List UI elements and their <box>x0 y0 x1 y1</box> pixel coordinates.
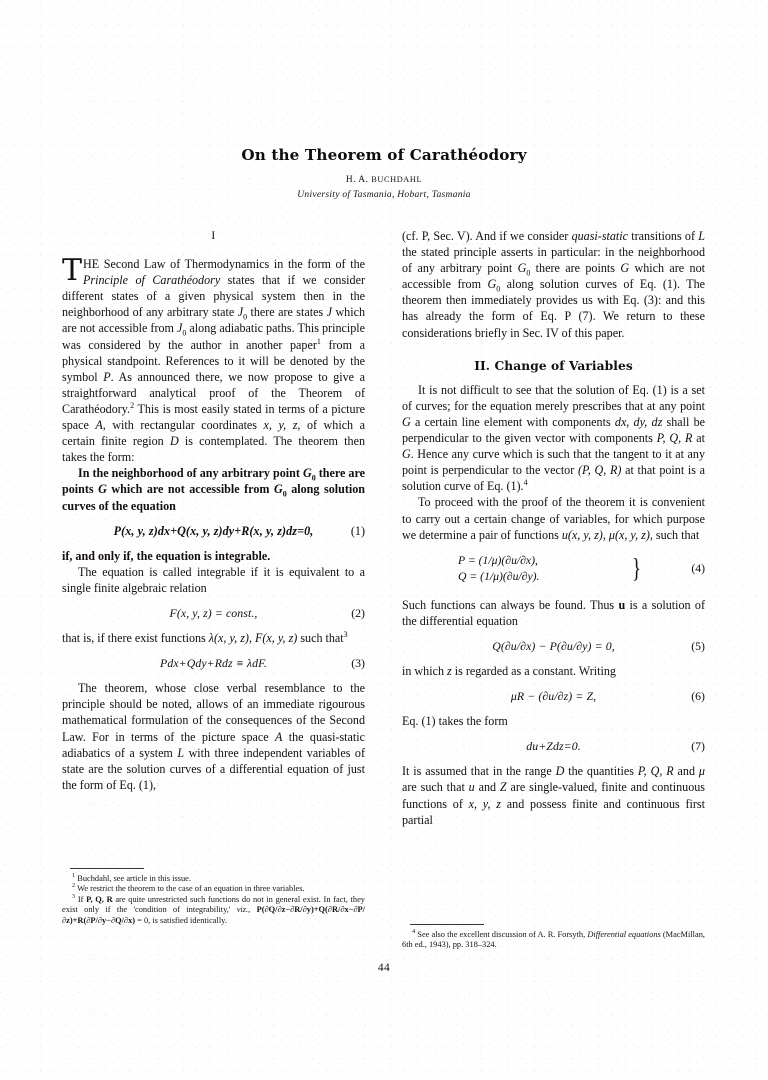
text-run: that is, if there exist functions <box>62 631 209 646</box>
equation-4-line-1: P = (1/μ)(∂u/∂x), <box>458 553 538 567</box>
equation-7-body: du+Zdz=0. <box>526 739 581 754</box>
text-run: , with rectangular coordinates <box>102 418 264 433</box>
page-title: On the Theorem of Carathéodory <box>241 146 527 164</box>
equation-7-number: (7) <box>691 739 705 754</box>
footnote-rule <box>410 924 484 925</box>
math-z: z <box>447 663 452 678</box>
theorem-tail: if, and only if, the equation is integrable. <box>62 548 271 563</box>
equation-5-number: (5) <box>691 638 705 653</box>
equation-3-body: Pdx+Qdy+Rdz ≡ λdF. <box>160 656 267 671</box>
footnote-3-formula-1: P(∂Q/∂z−∂R/∂y)+Q(∂R/∂x−∂P/∂z) <box>62 905 366 925</box>
equation-6-number: (6) <box>691 689 705 704</box>
paragraph-change-variables <box>402 494 705 542</box>
drop-cap: T <box>62 253 83 289</box>
footnote-ref-3[interactable]: 3 <box>343 630 348 640</box>
math-j0b: J <box>177 321 183 336</box>
paragraph-z-constant <box>402 663 705 679</box>
math-u-bold: u <box>618 597 626 612</box>
paragraph-theorem-remark <box>62 680 365 793</box>
footnote-ref-2[interactable]: 2 <box>130 400 135 410</box>
text-run: is a solution of the differential equation <box>402 597 705 628</box>
math-g4: G <box>402 447 411 462</box>
column-right <box>402 228 705 828</box>
text-run: . As announced there, we now propose to give a straightforward analytical proof of the Theorem of Carathéodory. <box>62 369 365 416</box>
text-run: the quantities <box>564 764 638 779</box>
text-run: (cf. P, Sec. V). And if we consider <box>402 229 572 243</box>
math-sub: 0 <box>526 268 531 278</box>
text-run: and possess finite and continuous first partial <box>402 796 705 827</box>
math-j0: J <box>237 305 244 320</box>
footnote-3-viz: viz. <box>236 905 249 915</box>
text-run: and <box>673 764 699 779</box>
text-run: . Hence any curve which is such that the tangent to it at any point is perpendicular to the vector <box>402 447 705 478</box>
theorem-statement <box>62 465 365 513</box>
text-run: See also the excellent discussion of A. R. Forsyth, <box>417 930 588 939</box>
right-brace-icon: } <box>631 552 642 583</box>
footnote-rule <box>70 868 144 869</box>
footnote-2 <box>62 884 365 894</box>
paragraph-solution-curves <box>402 382 705 495</box>
math-u-mu: u(x, y, z), μ(x, y, z) <box>561 527 650 542</box>
affiliation: University of Tasmania, Hobart, Tasmania <box>297 189 471 200</box>
equation-5-body: Q(∂u/∂x) − P(∂u/∂y) = 0, <box>492 638 615 653</box>
title-block <box>60 146 708 200</box>
math-g2: G <box>620 261 630 276</box>
footnote-marker-1: 1 <box>72 872 76 880</box>
footnote-3-bold-pqr: P, Q, R <box>86 894 113 904</box>
math-sub: 0 <box>182 328 187 338</box>
text-run: which are not accessible from <box>402 261 706 292</box>
text-run: with three independent variables of state are the solution curves of a differential equation of just the form of Eq. (1), <box>62 745 366 792</box>
text-run: which are not accessible from <box>106 482 274 497</box>
section-number-i: I <box>211 230 216 242</box>
text-run: such that <box>297 631 344 646</box>
text-italic-quasistatic: quasi-static <box>571 229 629 243</box>
author-name: H. A. <box>345 175 372 185</box>
text-run: are quite unrestricted such functions do not in general exist. In fact, they exist only if the 'condition of integrability,' <box>62 894 365 915</box>
text-run: there are points <box>62 466 365 497</box>
text-run: It is not difficult to see that the solution of Eq. (1) is a set of curves; for the equation merely prescribes that at any point <box>402 382 705 413</box>
text-run: there are points <box>530 261 621 276</box>
math-sub: 0 <box>496 284 501 294</box>
text-run: HE Second Law of Thermodynamics in the form of the <box>83 257 365 272</box>
equation-4-line-2: Q = (1/μ)(∂u/∂y). <box>458 569 540 583</box>
math-mu: μ <box>698 764 705 779</box>
text-run: and <box>474 780 500 795</box>
footnote-marker-4: 4 <box>412 928 416 936</box>
text-run: (MacMillan, 6th ed., 1943), pp. 318–324. <box>402 930 705 950</box>
column-left <box>62 228 365 793</box>
equation-5 <box>402 638 705 654</box>
math-zcap: Z <box>499 780 507 795</box>
text-run: the stated principle asserts in particular: in the neighborhood of any arbitrary point <box>402 245 705 276</box>
math-d: D <box>169 434 179 449</box>
footnote-4-title: Differential equations <box>587 930 661 939</box>
text-run: , such that <box>649 527 700 542</box>
paragraph-continuation <box>402 228 705 341</box>
math-pqr: P, Q, R <box>656 431 693 446</box>
text-run: states that if we consider different states of a given physical system then in the neighborhood of any arbitrary state <box>62 273 365 320</box>
text-italic-principle: Principle of Carathéodory <box>83 273 221 288</box>
author-surname: BUCHDAHL <box>371 175 423 184</box>
math-xyz: x, y, z <box>263 418 298 433</box>
math-p: P <box>103 369 111 384</box>
math-a: A <box>95 418 103 433</box>
footnote-3-formula-2: +R(∂P/∂y−∂Q/∂x) <box>72 915 136 925</box>
page-number: 44 <box>377 962 391 974</box>
equation-2 <box>62 605 365 621</box>
paragraph-opening <box>62 253 365 465</box>
math-lambda-f: λ(x, y, z), F(x, y, z) <box>208 631 298 646</box>
math-g0b: G <box>273 482 283 497</box>
paragraph-such-functions <box>402 597 705 629</box>
footnote-3 <box>62 895 365 926</box>
text-run: which are not accessible from <box>62 305 365 336</box>
text-run: If <box>77 894 87 904</box>
equation-4-number: (4) <box>691 561 705 575</box>
equation-3-number: (3) <box>351 656 365 671</box>
text-run: are such that <box>402 780 469 795</box>
text-run: at that point is a solution curve of Eq. (1). <box>402 463 705 494</box>
text-run: transitions of <box>628 229 699 243</box>
math-g0: G <box>302 466 312 481</box>
text-run: are single-valued, finite and continuous functions of <box>402 780 705 811</box>
math-a2: A <box>275 729 283 744</box>
text-run: along solution curves of the equation <box>62 482 365 513</box>
equation-1-number: (1) <box>350 523 365 538</box>
text-run: , <box>248 905 257 915</box>
math-sub: 0 <box>282 489 287 499</box>
text-run: the quasi-static adiabatics of a system <box>62 729 365 760</box>
equation-2-body: F(x, y, z) = const., <box>169 605 258 620</box>
text-run: along adiabatic paths. This principle was considered by the author in another paper <box>62 321 365 352</box>
equation-6-body: μR − (∂u/∂z) = Z, <box>510 689 597 704</box>
text-run: there are states <box>247 305 327 320</box>
text-run: The theorem, whose close verbal resemblance to the principle should be noted, allows of an immediate rigourous mathematical formulation of the consequences of the Second Law. For in terms of the picture space <box>62 681 365 744</box>
paragraph-integrable: The equation is called integrable if it is equivalent to a single finite algebraic relation <box>62 564 365 595</box>
text-run: at <box>692 431 705 446</box>
math-l2: L <box>698 229 705 243</box>
text-run: a certain line element with components <box>410 414 615 429</box>
text-run: To proceed with the proof of the theorem it is convenient to carry out a certain change of variables, for which purpose we determine a pair of functions <box>402 495 705 542</box>
math-j: J <box>326 305 332 320</box>
equation-4 <box>402 553 705 587</box>
footnote-ref-4[interactable]: 4 <box>523 478 528 488</box>
equation-3 <box>62 655 365 671</box>
math-pqr2: (P, Q, R) <box>577 463 622 478</box>
paragraph-eq1-form: Eq. (1) takes the form <box>402 714 508 729</box>
equation-6 <box>402 688 705 704</box>
equation-2-number: (2) <box>351 605 365 620</box>
math-g0c: G <box>517 261 527 276</box>
text-run: from a physical standpoint. References to it will be denoted by the symbol <box>62 337 365 384</box>
footnote-marker-2: 2 <box>72 882 76 890</box>
footnote-4 <box>402 930 705 951</box>
footnotes-left <box>62 868 365 926</box>
footnote-ref-1[interactable]: 1 <box>316 336 321 346</box>
text-run: Such functions can always be found. Thus <box>402 597 619 612</box>
equation-4-lines <box>458 553 539 585</box>
section-heading-ii: II. Change of Variables <box>474 358 633 373</box>
text-run: , of which a certain finite region <box>62 418 365 449</box>
author-line <box>60 175 708 185</box>
text-run: shall be perpendicular to the given vector with components <box>402 414 705 446</box>
math-dxdydz: dx, dy, dz <box>614 414 663 429</box>
text-run: in which <box>402 663 448 678</box>
math-xyz2: x, y, z <box>468 796 502 811</box>
text-run: In the neighborhood of any arbitrary point <box>78 466 303 481</box>
equation-7 <box>402 738 705 754</box>
footnote-1 <box>62 874 365 884</box>
footnotes-right <box>402 924 705 951</box>
equation-1-body: P(x, y, z)dx+Q(x, y, z)dy+R(x, y, z)dz=0, <box>113 523 314 538</box>
math-d2: D <box>555 764 565 779</box>
math-g0d: G <box>487 277 497 292</box>
paragraph-assumptions <box>402 763 705 827</box>
text-run: along solution curves of Eq. (1). The theorem then immediately provides us with Eq. (3): and this has already the form of Eq. P (7). We return to these considerations briefly in Sec. IV of this paper. <box>402 277 706 340</box>
text-run: = 0, is satisfied identically. <box>135 915 227 925</box>
math-g3: G <box>402 414 411 429</box>
math-pqr3: P, Q, R <box>637 764 674 779</box>
text-run: is regarded as a constant. Writing <box>451 663 616 678</box>
equation-1 <box>62 523 365 539</box>
text-run: This is most easily stated in terms of a picture space <box>62 401 365 433</box>
math-l: L <box>177 745 185 760</box>
text-run: is contemplated. The theorem then takes the form: <box>62 434 365 465</box>
text-run: It is assumed that in the range <box>402 764 556 779</box>
math-sub: 0 <box>311 473 316 483</box>
paragraph-lambda <box>62 630 365 646</box>
footnote-marker-3: 3 <box>72 893 76 901</box>
footnote-2-text: We restrict the theorem to the case of an equation in three variables. <box>77 884 305 894</box>
footnote-1-text: Buchdahl, see article in this issue. <box>77 874 191 883</box>
math-u2: u <box>468 780 475 795</box>
math-g: G <box>98 482 107 497</box>
math-sub: 0 <box>243 312 248 322</box>
